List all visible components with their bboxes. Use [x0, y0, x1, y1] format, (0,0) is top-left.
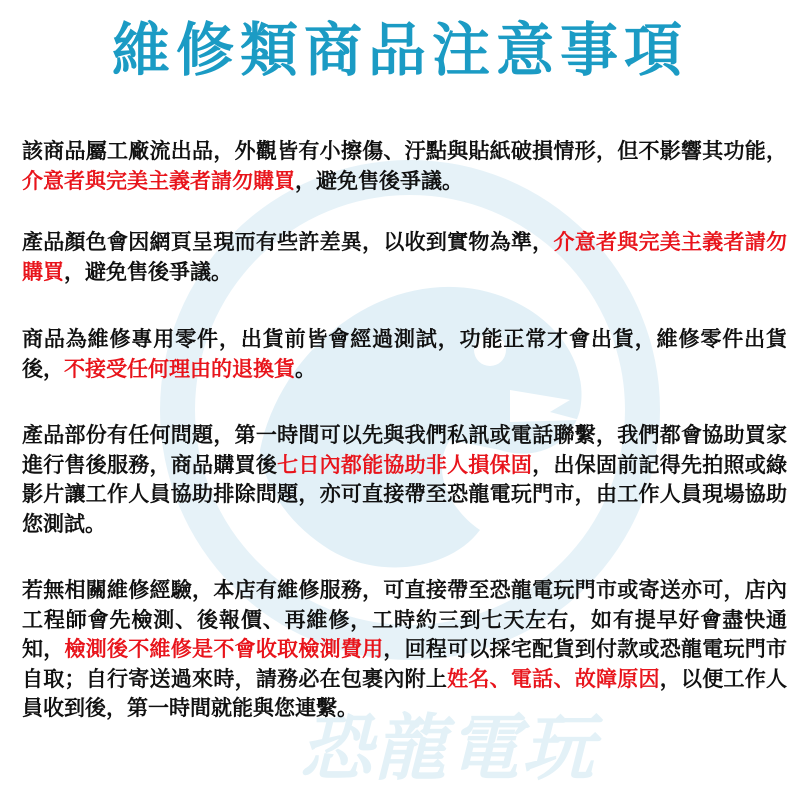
body-text: ，以便工作人員收到後，第一時間就能與您連繫。: [22, 666, 788, 720]
notice-paragraph-2: [22, 228, 787, 287]
body-text: ，避免售後爭議。: [64, 259, 232, 284]
notice-paragraph-1: [22, 137, 787, 196]
highlight-text: 介意者與完美主義者請勿購買: [22, 230, 788, 284]
highlight-text: 介意者與完美主義者請勿購買: [22, 168, 295, 193]
page-title: 維修類商品注意事項: [111, 16, 688, 84]
highlight-text: 七日內都能協助非人損保固: [277, 452, 533, 477]
highlight-text: 姓名、電話、故障原因: [447, 666, 660, 691]
body-text: ，回程可以採宅配貨到付款或恐龍電玩門市自取；自行寄送過來時，請務必在包裹內附上: [22, 637, 788, 691]
notice-paragraph-3: [22, 325, 787, 384]
notice-paragraph-4: [22, 421, 787, 539]
body-text: ，避免售後爭議。: [295, 168, 463, 193]
body-text: 商品為維修專用零件，出貨前皆會經過測試，功能正常才會出貨，維修零件出貨後，: [22, 327, 787, 381]
watermark-text: 恐龍電玩: [300, 706, 597, 790]
body-text: 若無相關維修經驗，本店有維修服務，可直接帶至恐龍電玩門市或寄送亦可，店內工程師會先檢測、後報價、再維修，工時約三到七天左右，如有提早好會盡快通知，: [22, 578, 787, 661]
body-text: 產品顏色會因網頁呈現而有些許差異，以收到實物為準，: [22, 230, 554, 254]
highlight-text: 不接受任何理由的退換貨: [64, 356, 295, 381]
body-text: 產品部份有任何問題，第一時間可以先與我們私訊或電話聯繫，我們都會協助買家進行售後服務，商品購買後: [22, 423, 787, 477]
highlight-text: 檢測後不維修是不會收取檢測費用: [64, 637, 384, 661]
notice-paragraph-5: [22, 576, 787, 724]
body-text: ，出保固前記得先拍照或綠影片讓工作人員協助排除問題，亦可直接帶至恐龍電玩門市，由工作人員現場協助您測試。: [22, 452, 788, 536]
body-text: 該商品屬工廠流出品，外觀皆有小擦傷、汙點與貼紙破損情形，但不影響其功能，: [22, 139, 787, 163]
body-text: 。: [295, 356, 316, 381]
